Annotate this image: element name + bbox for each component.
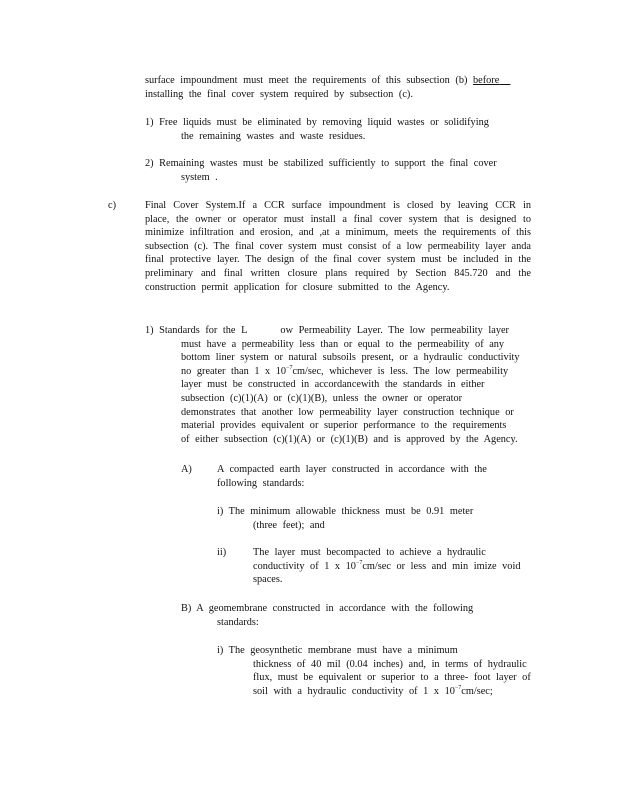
list-item-B xyxy=(181,602,521,629)
item-c1-line-7: demonstrates that another low permeability layer construction technique or xyxy=(181,406,514,418)
item-B-i-line-3: flux, must be equivalent or superior to a three- foot layer of xyxy=(253,672,531,684)
item-B-line-1: B) A geomembrane constructed in accordance with the following xyxy=(181,603,474,614)
item-c1-line-5: layer must be constructed in accordancewith the standards in either xyxy=(181,379,485,391)
item-c1-line-8: material provides equivalent or superior performance to the requirements xyxy=(181,420,507,432)
item-A-line-2: following standards: xyxy=(217,477,305,489)
intro-paragraph xyxy=(145,74,545,101)
item-A-i-line-2: (three feet); and xyxy=(253,519,325,531)
item-B-line-2: standards: xyxy=(217,616,259,628)
intro-line-1-text: surface impoundment must meet the requirements of this subsection (b) xyxy=(145,75,468,86)
item-A-line-1: A compacted earth layer constructed in accordance with the xyxy=(217,464,487,475)
item-A-label: A) xyxy=(181,464,192,475)
list-item-B-i xyxy=(217,644,547,698)
item-b2-line-2: system . xyxy=(181,171,218,183)
A-ii-exponent: −7 xyxy=(355,559,363,566)
B-i-exponent: −7 xyxy=(454,684,462,691)
item-A-ii-line-1: The layer must becompacted to achieve a hydraulic xyxy=(253,547,486,558)
list-item-A-ii xyxy=(253,546,543,587)
B-i-line-4-a: soil with a hydraulic conductivity of 1 x 10 xyxy=(253,685,455,697)
item-b1-line-2: the remaining wastes and waste residues. xyxy=(181,130,366,142)
item-B-i-line-2: thickness of 40 mil (0.04 inches) and, in terms of hydraulic xyxy=(253,658,527,670)
section-c-label: c) xyxy=(108,200,116,211)
intro-line-1 xyxy=(145,74,545,88)
intro-underlined-before: before xyxy=(472,75,500,86)
intro-line-2: installing the final cover system required by subsection (c). xyxy=(145,88,413,100)
item-c1-line-1: 1) Standards for the L ow Permeability Layer. The low permeability layer xyxy=(145,325,509,336)
section-c-paragraph: Final Cover System.If a CCR surface impoundment is closed by leaving CCR in place, the owner or operator must install a final cover system that is designed to minimize infiltration and erosion, and ,at a minimum, meets the requirements of this subsection (c). The final cover system must consist of a low permeability layer anda final protective layer. The design of the final cover system must be included in the preliminary and final written closure plans required by Section 845.720 and the construction permit application for closure submitted to the Agency. xyxy=(145,200,531,293)
list-item-b1 xyxy=(145,116,545,143)
c1-line-4-b: cm/sec, whichever is less. The low permeability xyxy=(292,365,509,377)
A-ii-line-2-a: conductivity of 1 x 10 xyxy=(253,560,356,572)
item-c1-line-4 xyxy=(145,365,555,379)
list-item-A-i xyxy=(217,505,517,532)
item-B-i-line-1: i) The geosynthetic membrane must have a minimum xyxy=(217,645,458,656)
item-A-i-line-1: i) The minimum allowable thickness must be 0.91 meter xyxy=(217,506,474,517)
item-b1-line-1: 1) Free liquids must be eliminated by removing liquid wastes or solidifying xyxy=(145,117,489,128)
A-ii-line-2-b: cm/sec or less and min imize void xyxy=(362,560,521,572)
B-i-line-4-b: cm/sec; xyxy=(461,685,493,697)
item-c1-line-3: bottom liner system or natural subsoils present, or a hydraulic conductivity xyxy=(181,352,520,364)
item-A-ii-line-2 xyxy=(253,560,543,574)
item-A-ii-label: ii) xyxy=(217,547,227,558)
item-B-i-line-4 xyxy=(217,685,547,699)
item-c1-line-9: of either subsection (c)(1)(A) or (c)(1)(B) and is approved by the Agency. xyxy=(181,433,518,445)
item-b2-line-1: 2) Remaining wastes must be stabilized sufficiently to support the final cover xyxy=(145,158,497,169)
item-c1-line-2: must have a permeability less than or equal to the permeability of any xyxy=(181,338,505,350)
item-A-ii-line-3: spaces. xyxy=(253,574,283,586)
c1-line-4-a: no greater than 1 x 10 xyxy=(181,365,287,377)
underline-tail xyxy=(499,75,510,86)
list-item-b2 xyxy=(145,157,545,184)
item-c1-line-6: subsection (c)(1)(A) or (c)(1)(B), unless the owner or operator xyxy=(181,392,463,404)
list-item-c1 xyxy=(145,324,555,446)
list-item-A xyxy=(217,463,517,490)
c1-exponent: −7 xyxy=(286,364,293,371)
